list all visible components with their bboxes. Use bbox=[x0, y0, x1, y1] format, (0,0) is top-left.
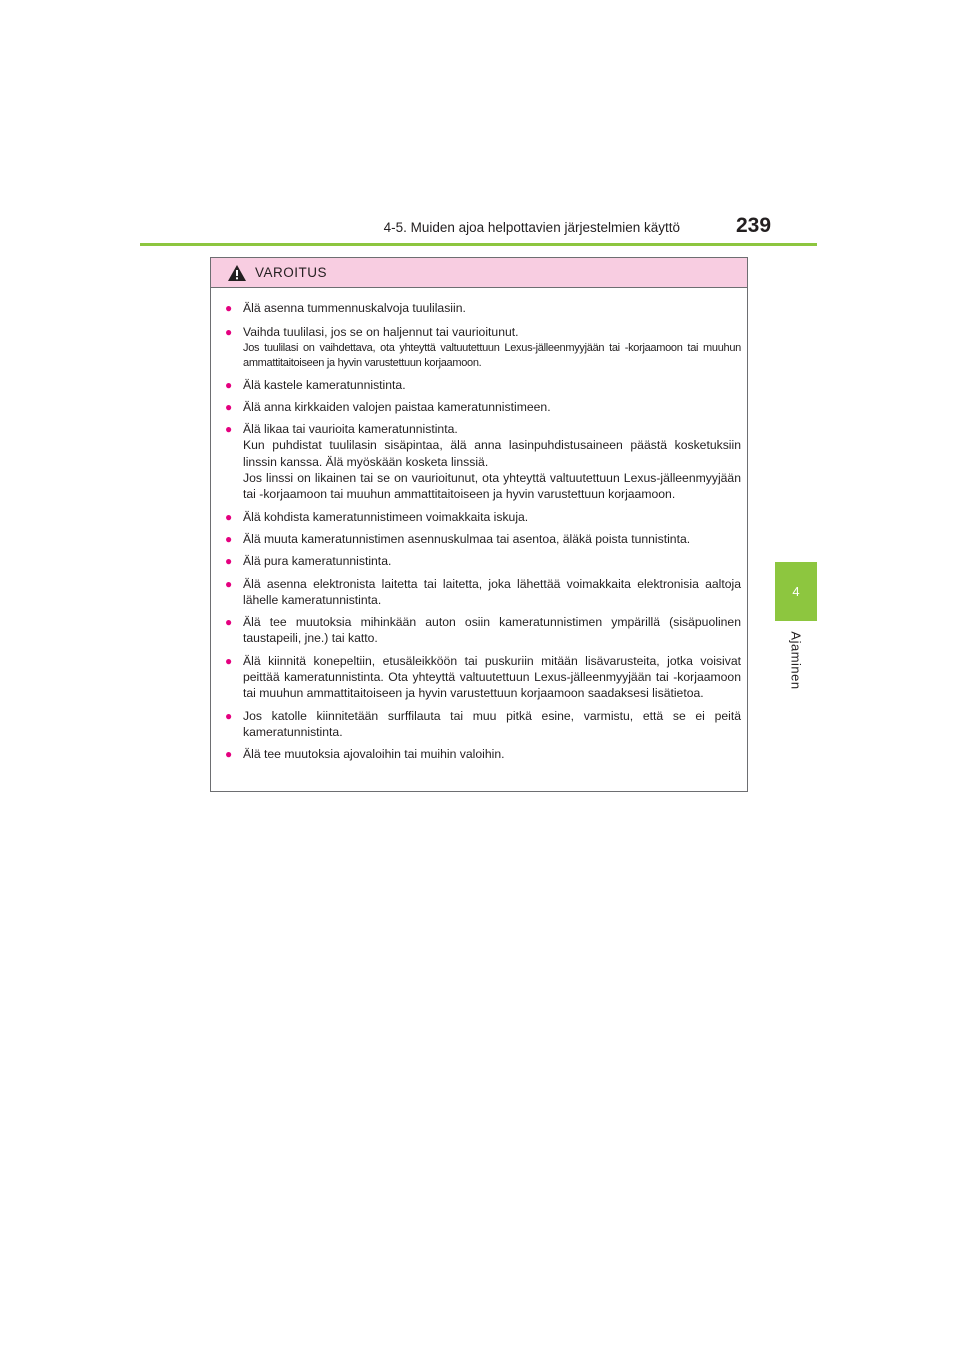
warning-item bbox=[225, 553, 741, 569]
warning-triangle-icon bbox=[227, 264, 247, 282]
warning-item bbox=[225, 614, 741, 647]
item-text: Älä likaa tai vaurioita kameratunnistinta. bbox=[243, 422, 458, 437]
chapter-name-label bbox=[770, 628, 822, 692]
item-text-continued: Jos linssi on likainen tai se on vaurioitunut, ota yhteyttä valtuutettuun Lexus-jälleenmyyjään tai -korjaamoon tai muuhun ammattitaitoiseen ja hyvin varustettuun korjaamoon. bbox=[243, 471, 741, 502]
warning-item bbox=[225, 531, 741, 547]
warning-box bbox=[210, 257, 748, 792]
item-note: Jos tuulilasi on vaihdettava, ota yhteyttä valtuutettuun Lexus-jälleenmyyjään tai -korjaamoon tai muuhun ammattitaitoiseen ja hyvin varustettuun korjaamoon. bbox=[243, 341, 741, 369]
item-text: Älä tee muutoksia mihinkään auton osiin kameratunnistimen ympärillä (sisäpuolinen taustapeili, jne.) tai katto. bbox=[243, 615, 741, 646]
warning-item bbox=[225, 509, 741, 525]
item-text: Älä kastele kameratunnistinta. bbox=[243, 377, 406, 392]
item-text: Älä muuta kameratunnistimen asennuskulmaa tai asentoa, äläkä poista tunnistinta. bbox=[243, 531, 691, 546]
warning-title: VAROITUS bbox=[255, 265, 328, 280]
item-text: Älä kohdista kameratunnistimeen voimakkaita iskuja. bbox=[243, 509, 529, 524]
chapter-tab bbox=[775, 562, 817, 621]
warning-header bbox=[211, 258, 747, 288]
warning-item bbox=[225, 653, 741, 702]
item-text: Vaihda tuulilasi, jos se on haljennut tai vaurioitunut. bbox=[243, 325, 519, 340]
item-text: Älä asenna elektronista laitetta tai laitetta, joka lähettää voimakkaita elektronisia aaltoja lähelle kameratunnistinta. bbox=[243, 576, 741, 607]
chapter-name: Ajaminen bbox=[788, 630, 804, 690]
page-number: 239 bbox=[736, 214, 772, 237]
warning-item bbox=[225, 746, 741, 762]
bullet-icon: ● bbox=[225, 325, 233, 340]
bullet-icon: ● bbox=[225, 615, 233, 630]
section-title: 4-5. Muiden ajoa helpottavien järjestelmien käyttö bbox=[383, 220, 680, 235]
item-text: Älä anna kirkkaiden valojen paistaa kameratunnistimeen. bbox=[243, 399, 551, 414]
bullet-icon: ● bbox=[225, 708, 233, 723]
warning-item bbox=[225, 708, 741, 741]
warning-item bbox=[225, 300, 741, 316]
bullet-icon: ● bbox=[225, 747, 233, 762]
item-text: Älä asenna tummennuskalvoja tuulilasiin. bbox=[243, 301, 466, 315]
warning-item bbox=[225, 399, 741, 415]
item-text-continued: Kun puhdistat tuulilasin sisäpintaa, älä anna lasinpuhdistusaineen päästä kosketuksiin linssin kanssa. Älä myöskään kosketa linssiä. bbox=[243, 438, 741, 469]
item-text: Jos katolle kiinnitetään surffilauta tai muu pitkä esine, varmistu, että se ei peitä kameratunnistinta. bbox=[243, 708, 741, 739]
warning-item bbox=[225, 421, 741, 502]
warning-item bbox=[225, 324, 741, 370]
chapter-number: 4 bbox=[792, 584, 800, 599]
item-text: Älä tee muutoksia ajovaloihin tai muihin valoihin. bbox=[243, 747, 505, 762]
bullet-icon: ● bbox=[225, 554, 233, 569]
bullet-icon: ● bbox=[225, 377, 233, 392]
header-divider bbox=[140, 243, 817, 246]
item-text: Älä kiinnitä konepeltiin, etusäleikköön tai puskuriin mitään lisävarusteita, jotka voisivat peittää kameratunnistinta. Ota yhteyttä valtuutettuun Lexus-jälleenmyyjään tai -korjaamoon tai muuhun ammattitaitoiseen ja hyvin varustettuun korjaamoon saadaksesi lisätietoa. bbox=[243, 653, 741, 701]
warning-item bbox=[225, 377, 741, 393]
bullet-icon: ● bbox=[225, 576, 233, 591]
bullet-icon: ● bbox=[225, 301, 233, 315]
bullet-icon: ● bbox=[225, 531, 233, 546]
bullet-icon: ● bbox=[225, 422, 233, 437]
warning-list bbox=[211, 288, 747, 763]
item-text: Älä pura kameratunnistinta. bbox=[243, 554, 392, 569]
bullet-icon: ● bbox=[225, 653, 233, 668]
warning-item bbox=[225, 576, 741, 609]
bullet-icon: ● bbox=[225, 399, 233, 414]
bullet-icon: ● bbox=[225, 509, 233, 524]
